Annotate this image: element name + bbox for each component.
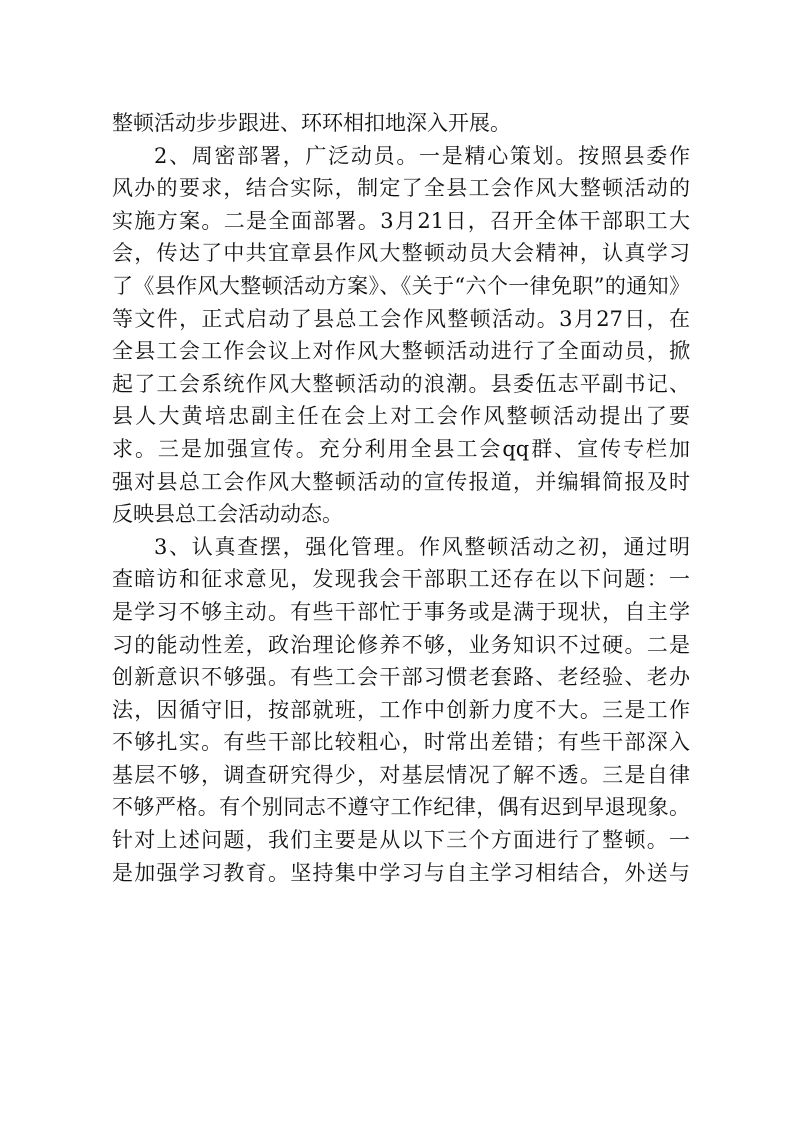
text-line: 法，因循守旧，按部就班，工作中创新力度不大。三是工作 xyxy=(112,697,690,722)
text-line: 查暗访和征求意见，发现我会干部职工还存在以下问题：一 xyxy=(112,567,690,592)
text-line: 起了工会系统作风大整顿活动的浪潮。县委伍志平副书记、 xyxy=(112,371,690,396)
paragraph-3-heading-line: 3、认真查摆，强化管理。作风整顿活动之初，通过明 xyxy=(154,534,690,559)
document-body xyxy=(112,107,690,889)
text-line: 了《县作风大整顿活动方案》、《关于“六个一律免职”的通知》 xyxy=(112,273,690,298)
text-line: 整顿活动步步跟进、环环相扣地深入开展。 xyxy=(112,111,511,135)
text-line: 全县工会工作会议上对作风大整顿活动进行了全面动员，掀 xyxy=(112,339,690,364)
text-line: 不够扎实。有些干部比较粗心，时常出差错；有些干部深入 xyxy=(112,730,690,755)
text-line: 基层不够，调查研究得少，对基层情况了解不透。三是自律 xyxy=(112,762,690,787)
text-line: 风办的要求，结合实际，制定了全县工会作风大整顿活动的 xyxy=(112,176,690,201)
text-line: 强对县总工会作风大整顿活动的宣传报道，并编辑简报及时 xyxy=(112,469,690,494)
text-line: 会，传达了中共宜章县作风大整顿动员大会精神，认真学习 xyxy=(112,241,690,266)
text-line: 等文件，正式启动了县总工会作风整顿活动。3月27日，在 xyxy=(112,306,690,331)
text-line: 创新意识不够强。有些工会干部习惯老套路、老经验、老办 xyxy=(112,665,690,690)
text-line: 是学习不够主动。有些干部忙于事务或是满于现状，自主学 xyxy=(112,599,690,624)
text-line: 反映县总工会活动动态。 xyxy=(112,502,343,527)
text-line: 针对上述问题，我们主要是从以下三个方面进行了整顿。一 xyxy=(112,828,690,853)
paragraph-2-heading-line: 2、周密部署，广泛动员。一是精心策划。按照县委作 xyxy=(154,143,690,168)
text-line: 县人大黄培忠副主任在会上对工会作风整顿活动提出了要 xyxy=(112,404,690,429)
text-line: 实施方案。二是全面部署。3月21日，召开全体干部职工大 xyxy=(112,208,690,233)
text-line: 是加强学习教育。坚持集中学习与自主学习相结合，外送与 xyxy=(112,860,690,885)
text-line: 不够严格。有个别同志不遵守工作纪律，偶有迟到早退现象。 xyxy=(112,795,690,820)
text-line: 习的能动性差，政治理论修养不够，业务知识不过硬。二是 xyxy=(112,632,690,657)
text-line: 求。三是加强宣传。充分利用全县工会qq群、宣传专栏加 xyxy=(112,436,690,461)
